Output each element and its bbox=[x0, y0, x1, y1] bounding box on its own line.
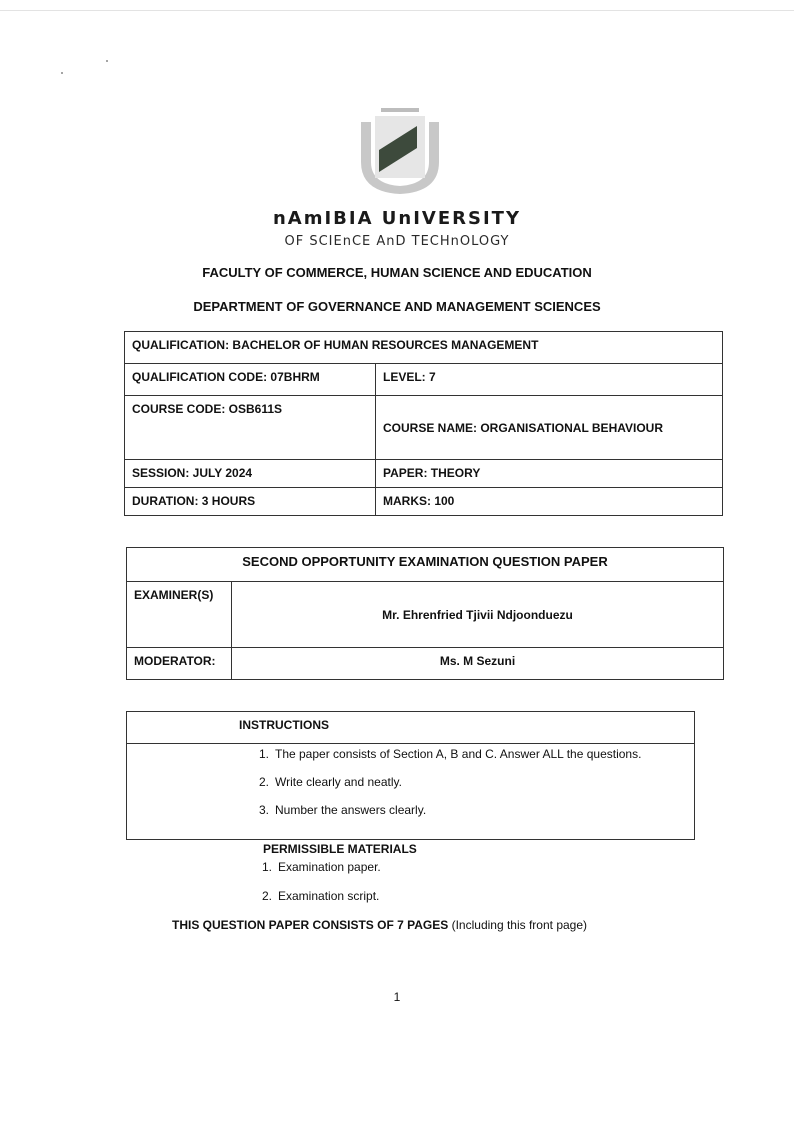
course-name-cell: COURSE NAME: ORGANISATIONAL BEHAVIOUR bbox=[376, 396, 723, 460]
instructions-list bbox=[245, 747, 687, 817]
instructions-title-cell: INSTRUCTIONS bbox=[127, 712, 695, 744]
instructions-list-cell bbox=[127, 744, 695, 840]
permissible-materials-title: PERMISSIBLE MATERIALS bbox=[263, 842, 417, 856]
university-name: nAmIBIA UnIVERSITY bbox=[272, 208, 521, 229]
paper-cell: PAPER: THEORY bbox=[376, 460, 723, 488]
duration-cell: DURATION: 3 HOURS bbox=[125, 488, 376, 516]
instructions-table bbox=[126, 711, 695, 840]
moderator-name-cell: Ms. M Sezuni bbox=[232, 648, 724, 680]
qualification-code-cell: QUALIFICATION CODE: 07BHRM bbox=[125, 364, 376, 396]
instruction-item: 2. Write clearly and neatly. bbox=[258, 775, 402, 789]
qualification-table bbox=[124, 331, 723, 516]
course-code-cell: COURSE CODE: OSB611S bbox=[125, 396, 376, 460]
university-subname: OF SCIEnCE AnD TECHnOLOGY bbox=[284, 234, 510, 249]
instruction-item: 3. Number the answers clearly. bbox=[258, 803, 427, 817]
examiner-name-cell: Mr. Ehrenfried Tjivii Ndjoonduezu bbox=[232, 582, 724, 648]
exam-title-cell: SECOND OPPORTUNITY EXAMINATION QUESTION PAPER bbox=[127, 548, 724, 582]
scan-speck bbox=[61, 72, 63, 74]
faculty-heading: FACULTY OF COMMERCE, HUMAN SCIENCE AND EDUCATION bbox=[202, 265, 592, 280]
page-number: 1 bbox=[393, 990, 401, 1004]
level-cell: LEVEL: 7 bbox=[376, 364, 723, 396]
department-heading: DEPARTMENT OF GOVERNANCE AND MANAGEMENT SCIENCES bbox=[193, 299, 601, 314]
qualification-cell: QUALIFICATION: BACHELOR OF HUMAN RESOURCES MANAGEMENT bbox=[125, 332, 723, 364]
scan-speck bbox=[106, 60, 108, 62]
scan-top-edge bbox=[0, 10, 794, 11]
permissible-item: 2. Examination script. bbox=[261, 889, 380, 903]
permissible-item: 1. Examination paper. bbox=[261, 860, 381, 874]
moderator-label-cell: MODERATOR: bbox=[127, 648, 232, 680]
marks-cell: MARKS: 100 bbox=[376, 488, 723, 516]
session-cell: SESSION: JULY 2024 bbox=[125, 460, 376, 488]
instruction-item: 1. The paper consists of Section A, B and C. Answer ALL the questions. bbox=[258, 747, 642, 761]
exam-table bbox=[126, 547, 724, 680]
page-count-note: THIS QUESTION PAPER CONSISTS OF 7 PAGES (Including this front page) bbox=[172, 918, 588, 932]
university-logo-icon bbox=[357, 104, 443, 196]
examiner-label-cell: EXAMINER(S) bbox=[127, 582, 232, 648]
